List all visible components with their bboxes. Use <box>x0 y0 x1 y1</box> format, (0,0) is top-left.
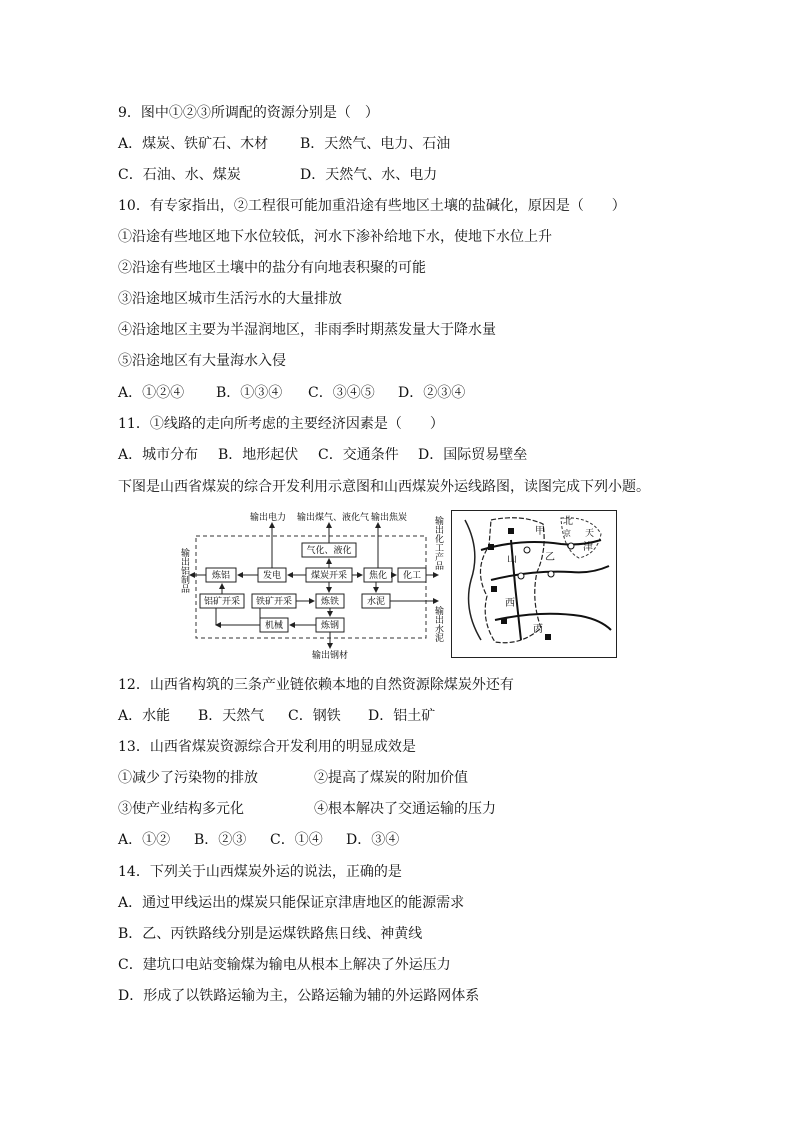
q13-items-row2 <box>118 800 496 818</box>
q12-options <box>118 707 435 725</box>
q13-item-3: ③使产业结构多元化 <box>118 801 244 817</box>
q11-option-a: A．城市分布 <box>118 447 199 463</box>
q12-option-a: A．水能 <box>118 708 171 724</box>
box-aluminum-smelt-label: 炼铝 <box>211 571 231 581</box>
output-power-label: 输出电力 <box>249 513 287 523</box>
q11-option-b: B．地形起伏 <box>218 447 299 463</box>
city-marker <box>524 547 530 553</box>
coal-mine-marker <box>501 618 507 624</box>
q13-stem: 13．山西省煤炭资源综合开发利用的明显成效是 <box>118 739 416 755</box>
q11-stem: 11．①线路的走向所考虑的主要经济因素是（ ） <box>118 416 444 432</box>
q14-option-d: D．形成了以铁路运输为主，公路运输为辅的外运路网体系 <box>118 988 480 1004</box>
box-chemical-label: 化工 <box>402 571 422 581</box>
box-gasify-label: 气化、液化 <box>306 546 352 556</box>
q10-item-3: ③沿途地区城市生活污水的大量排放 <box>118 291 342 307</box>
q13-option-c: C．①④ <box>270 832 323 848</box>
q10-item-1: ①沿途有些地区地下水位较低，河水下渗补给地下水，使地下水位上升 <box>118 229 552 245</box>
box-cement-label: 水泥 <box>366 597 386 607</box>
coal-mine-marker <box>508 528 514 534</box>
q14-option-a: A．通过甲线运出的煤炭只能保证京津唐地区的能源需求 <box>118 895 465 911</box>
city-marker <box>518 573 524 579</box>
q11-option-d: D．国际贸易壁垒 <box>418 447 528 463</box>
q10-item-4: ④沿途地区主要为半湿润地区，非雨季时期蒸发量大于降水量 <box>118 322 496 338</box>
q13-items-row1 <box>118 769 468 787</box>
q14-stem: 14．下列关于山西煤炭外运的说法，正确的是 <box>118 864 402 880</box>
output-steel-label: 输出钢材 <box>311 651 349 660</box>
map-label-xi: 西 <box>505 598 515 609</box>
map-label-shan: 山 <box>507 554 517 565</box>
q9-option-b: B．天然气、电力、石油 <box>300 136 451 152</box>
box-coking-label: 焦化 <box>368 571 388 581</box>
map-label-bei: 北 <box>563 516 573 527</box>
coal-mine-marker <box>545 634 551 640</box>
shanxi-coal-route-map <box>451 510 617 658</box>
q13-option-d: D．③④ <box>346 832 400 848</box>
coal-figure <box>176 508 616 660</box>
q10-stem: 10．有专家指出，②工程很可能加重沿途有些地区土壤的盐碱化，原因是（ ） <box>118 198 626 214</box>
q12-stem: 12．山西省构筑的三条产业链依赖本地的自然资源除煤炭外还有 <box>118 677 514 693</box>
q12-option-b: B．天然气 <box>198 708 265 724</box>
box-coal-mining-label: 煤炭开采 <box>310 571 348 581</box>
map-label-tian: 天 <box>585 529 595 539</box>
box-iron-smelt-label: 炼铁 <box>320 597 340 607</box>
city-marker <box>548 571 554 577</box>
q13-option-a: A．①② <box>118 832 171 848</box>
q11-option-c: C．交通条件 <box>318 447 399 463</box>
q13-item-2: ②提高了煤炭的附加价值 <box>314 770 468 786</box>
q10-option-b: B．①③④ <box>216 385 283 401</box>
q10-option-a: A．①②④ <box>118 385 185 401</box>
q12-option-d: D．铝土矿 <box>368 708 436 724</box>
q9-stem: 9．图中①②③所调配的资源分别是（ ） <box>118 105 379 121</box>
q13-option-b: B．②③ <box>194 832 247 848</box>
coal-mine-marker <box>491 586 497 592</box>
box-power-label: 发电 <box>262 571 282 581</box>
figure-intro: 下图是山西省煤炭的综合开发利用示意图和山西煤炭外运线路图，读图完成下列小题。 <box>118 479 650 495</box>
q11-options <box>118 446 527 464</box>
box-machinery-label: 机械 <box>264 621 284 631</box>
map-label-jin: 津 <box>583 542 593 553</box>
box-bauxite-mining-label: 铝矿开采 <box>203 597 241 607</box>
output-coke-label: 输出焦炭 <box>370 513 408 523</box>
map-label-yi: 乙 <box>545 552 555 563</box>
box-steel-label: 炼钢 <box>320 621 340 631</box>
q9-option-d: D．天然气、水、电力 <box>300 167 438 183</box>
output-chemical-label: 输出化工产品 <box>433 516 443 570</box>
q9-options-row2 <box>118 166 437 184</box>
q9-option-a: A．煤炭、铁矿石、木材 <box>118 136 269 152</box>
output-gas-label: 输出煤气、液化气 <box>296 513 370 523</box>
q13-item-4: ④根本解决了交通运输的压力 <box>314 801 496 817</box>
city-marker <box>568 543 574 549</box>
q9-options-row1 <box>118 135 450 153</box>
q10-item-2: ②沿途有些地区土壤中的盐分有向地表积聚的可能 <box>118 260 426 276</box>
q12-option-c: C．钢铁 <box>288 708 341 724</box>
q10-item-5: ⑤沿途地区有大量海水入侵 <box>118 353 286 369</box>
q14-option-b: B．乙、丙铁路线分别是运煤铁路焦日线、神黄线 <box>118 926 423 942</box>
q13-item-1: ①减少了污染物的排放 <box>118 770 258 786</box>
map-label-bing: 丙 <box>533 624 543 635</box>
q10-option-c: C．③④⑤ <box>308 385 375 401</box>
q14-option-c: C．建坑口电站变输煤为输电从根本上解决了外运压力 <box>118 957 451 973</box>
q9-option-c: C．石油、水、煤炭 <box>118 167 241 183</box>
output-cement-label: 输出水泥 <box>433 606 443 642</box>
q10-option-d: D．②③④ <box>398 385 466 401</box>
output-aluminum-label: 输出铝制品 <box>179 548 189 593</box>
coal-mine-marker <box>488 544 494 550</box>
q13-options <box>118 831 399 849</box>
box-iron-mining-label: 铁矿开采 <box>255 597 293 607</box>
map-label-jing: 京 <box>563 529 571 538</box>
industry-chain-diagram <box>176 508 444 660</box>
q10-options <box>118 384 465 402</box>
map-label-jia: 甲 <box>535 526 545 537</box>
